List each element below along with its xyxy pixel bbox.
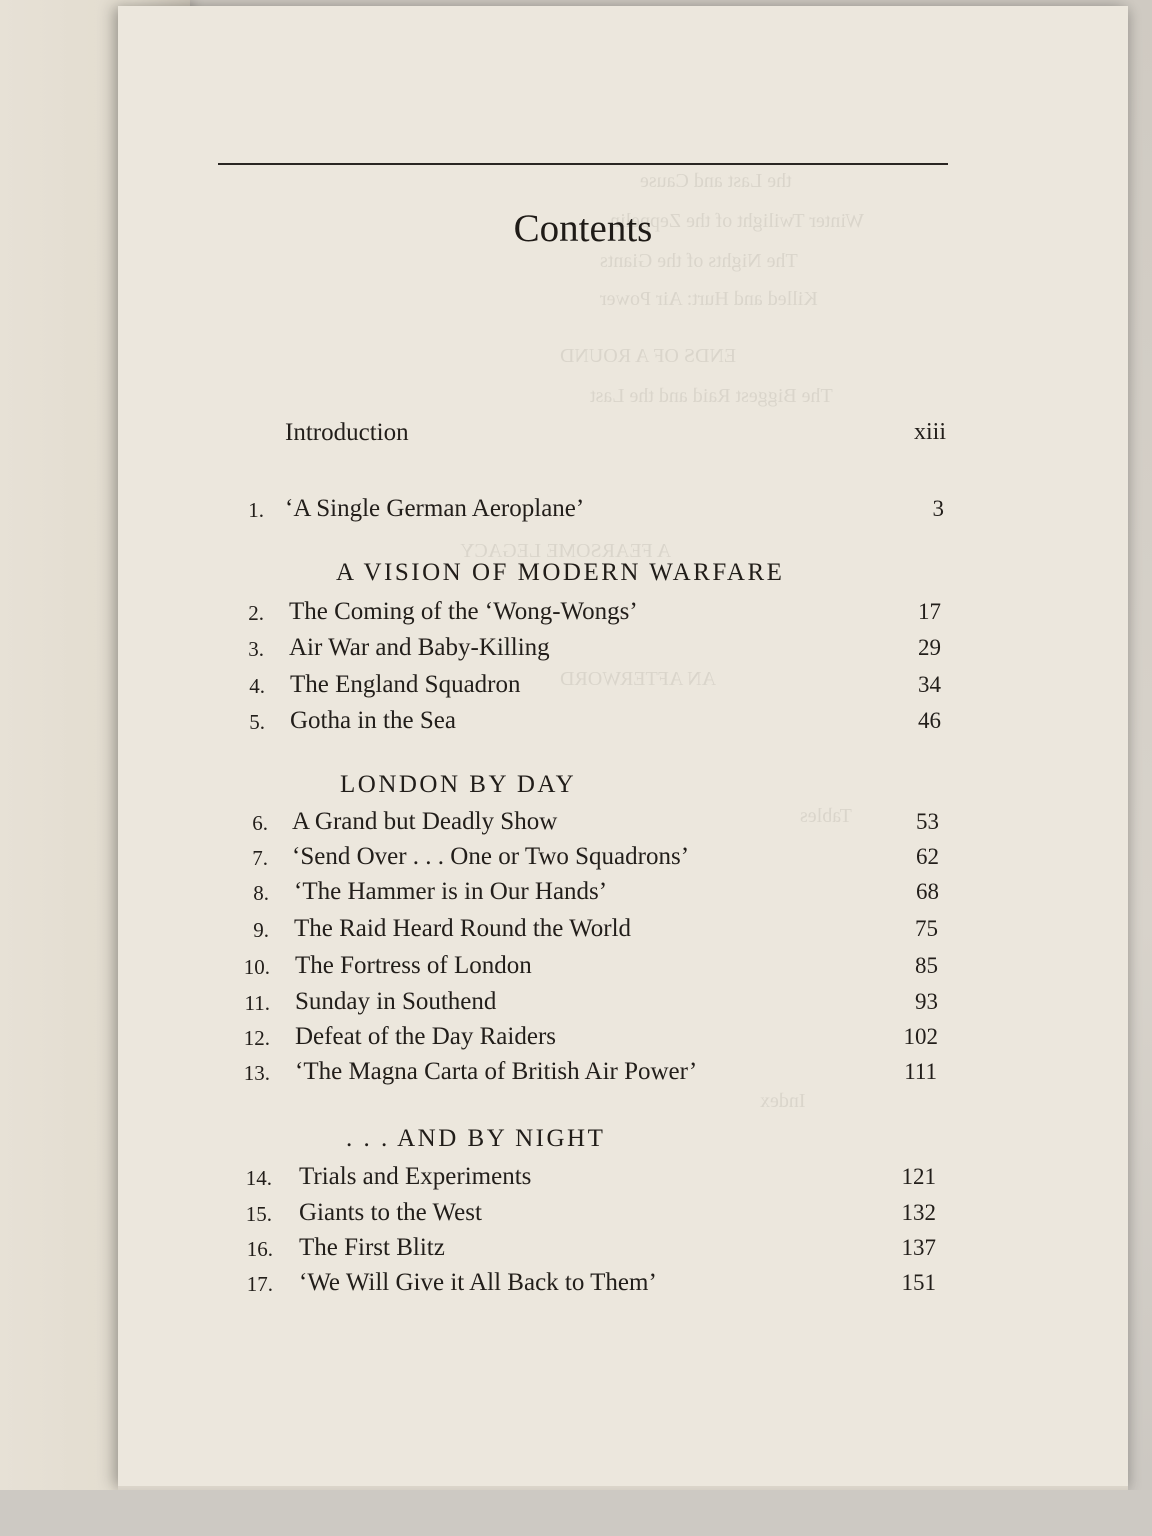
table-surface [0, 1490, 1152, 1536]
chapter-number: 17. [246, 1272, 273, 1296]
chapter-title: ‘A Single German Aeroplane’ [285, 495, 585, 522]
toc-entry [222, 598, 941, 633]
chapter-title: A Grand but Deadly Show [292, 808, 558, 835]
toc-entry [227, 915, 938, 950]
chapter-number: 13. [243, 1061, 270, 1085]
chapter-page: 75 [915, 916, 938, 941]
chapter-number: 11. [244, 991, 270, 1015]
chapter-page: 121 [901, 1164, 936, 1189]
chapter-number: 16. [246, 1237, 273, 1261]
chapter-page: 17 [918, 599, 941, 624]
chapter-number: 7. [252, 846, 268, 870]
chapter-number: 9. [253, 918, 269, 942]
toc-entry [223, 707, 941, 742]
chapter-number: 1. [248, 498, 264, 522]
toc-entry [228, 988, 938, 1023]
chapter-title: Defeat of the Day Raiders [295, 1023, 556, 1050]
toc-entry [222, 634, 941, 669]
chapter-title: Giants to the West [299, 1199, 482, 1226]
chapter-number: 12. [243, 1026, 270, 1050]
chapter-page: 85 [915, 953, 938, 978]
chapter-title: Air War and Baby-Killing [289, 634, 550, 661]
chapter-number: 8. [253, 881, 269, 905]
chapter-number: 14. [245, 1166, 272, 1190]
chapter-title: ‘The Hammer is in Our Hands’ [294, 878, 608, 905]
chapter-page: 68 [916, 879, 939, 904]
toc-entry [227, 878, 939, 913]
chapter-title: ‘Send Over . . . One or Two Squadrons’ [292, 843, 690, 870]
chapter-number: 2. [248, 601, 264, 625]
chapter-number: 4. [249, 674, 265, 698]
chapter-page: 137 [901, 1235, 936, 1260]
chapter-title: The Fortress of London [295, 952, 532, 979]
chapter-title: ‘We Will Give it All Back to Them’ [299, 1269, 657, 1296]
toc-entry [228, 1023, 938, 1058]
chapter-title: The Coming of the ‘Wong-Wongs’ [289, 598, 638, 625]
chapter-page: 53 [916, 809, 939, 834]
toc-entry [231, 1269, 936, 1304]
chapter-page: 151 [901, 1270, 936, 1295]
section-heading: A VISION OF MODERN WARFARE [336, 559, 785, 586]
chapter-title: The First Blitz [299, 1234, 445, 1261]
chapter-page: 29 [918, 635, 941, 660]
chapter-number: 5. [249, 710, 265, 734]
section-heading: LONDON BY DAY [340, 771, 577, 798]
chapter-title: The England Squadron [290, 671, 521, 698]
chapter-page: 62 [916, 844, 939, 869]
chapter-title: ‘The Magna Carta of British Air Power’ [295, 1058, 698, 1085]
introduction-label: Introduction [285, 419, 409, 446]
chapter-number: 3. [248, 637, 264, 661]
chapter-number: 15. [245, 1202, 272, 1226]
chapter-page: 93 [915, 989, 938, 1014]
toc-entry [228, 1058, 937, 1093]
introduction-page: xiii [913, 419, 946, 445]
toc-entry [223, 671, 941, 706]
page-title: Contents [513, 207, 653, 250]
toc-entry [230, 1199, 936, 1234]
chapter-title: Trials and Experiments [299, 1163, 532, 1190]
toc-entry [228, 952, 938, 987]
chapter-page: 111 [904, 1059, 937, 1084]
chapter-number: 10. [243, 955, 270, 979]
chapter-page: 46 [918, 708, 941, 733]
chapter-number: 6. [252, 811, 268, 835]
toc-entry [226, 808, 939, 843]
chapter-page: 102 [903, 1024, 938, 1049]
toc-entry [226, 843, 939, 878]
toc-entry [230, 1163, 936, 1198]
header-rule [218, 163, 948, 165]
section-heading: . . . AND BY NIGHT [346, 1125, 606, 1152]
chapter-page: 3 [932, 496, 944, 521]
chapter-title: The Raid Heard Round the World [294, 915, 632, 942]
chapter-page: 34 [918, 672, 941, 697]
toc-entry [222, 495, 944, 530]
chapter-title: Gotha in the Sea [290, 707, 456, 734]
chapter-page: 132 [901, 1200, 936, 1225]
chapter-title: Sunday in Southend [295, 988, 497, 1015]
toc-entry [231, 1234, 936, 1269]
